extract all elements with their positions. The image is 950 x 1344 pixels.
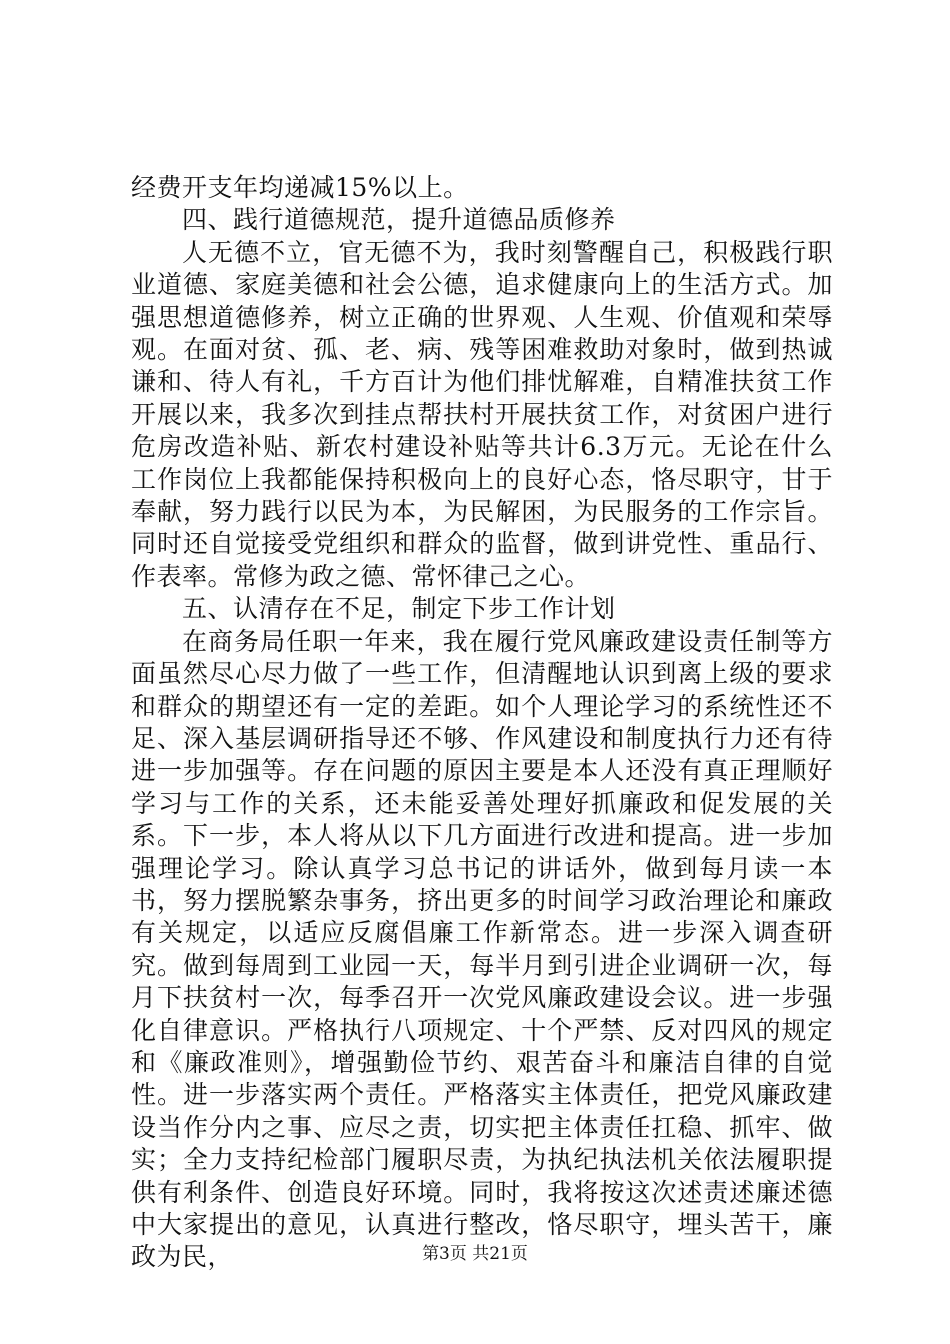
document-body <box>131 172 833 1274</box>
section-heading-five: 五、认清存在不足，制定下步工作计划 <box>182 594 616 624</box>
paragraph-shortcomings-plan: 在商务局任职一年来，我在履行党风廉政建设责任制等方面虽然尽心尽力做了一些工作，但清醒地认识到离上级的要求和群众的期望还有一定的差距。如个人理论学习的系统性还不足、深入基层调研指导还不够、作风建设和制度执行力还有待进一步加强等。存在问题的原因主要是本人还没有真正理顺好学习与工作的关系，还未能妥善处理好抓廉政和促发展的关系。下一步，本人将从以下几方面进行改进和提高。进一步加强理论学习。除认真学习总书记的讲话外，做到每月读一本书，努力摆脱繁杂事务，挤出更多的时间学习政治理论和廉政有关规定，以适应反腐倡廉工作新常态。进一步深入调查研究。做到每周到工业园一天，每半月到引进企业调研一次，每月下扶贫村一次，每季召开一次党风廉政建设会议。进一步强化自律意识。严格执行八项规定、十个严禁、反对四风的规定和《廉政准则》，增强勤俭节约、艰苦奋斗和廉洁自律的自觉性。进一步落实两个责任。严格落实主体责任，把党风廉政建设当作分内之事、应尽之责，切实把主体责任扛稳、抓牢、做实；全力支持纪检部门履职尽责，为执纪执法机关依法履职提供有利条件、创造良好环境。同时，我将按这次述责述廉述德中大家提出的意见，认真进行整改，恪尽职守，埋头苦干，廉政为民， <box>131 626 833 1272</box>
paragraph-continuation: 经费开支年均递减15%以上。 <box>131 173 469 202</box>
page-footer <box>0 1244 950 1264</box>
section-heading-four: 四、践行道德规范，提升道德品质修养 <box>182 205 616 235</box>
paragraph-morality: 人无德不立，官无德不为，我时刻警醒自己，积极践行职业道德、家庭美德和社会公德，追求健康向上的生活方式。加强思想道德修养，树立正确的世界观、人生观、价值观和荣辱观。在面对贫、孤、老、病、残等困难救助对象时，做到热诚谦和、待人有礼，千方百计为他们排忧解难，自精准扶贫工作开展以来，我多次到挂点帮扶村开展扶贫工作，对贫困户进行危房改造补贴、新农村建设补贴等共计6.3万元。无论在什么工作岗位上我都能保持积极向上的良好心态，恪尽职守，甘于奉献，努力践行以民为本，为民解困，为民服务的工作宗旨。同时还自觉接受党组织和群众的监督，做到讲党性、重品行、作表率。常修为政之德、常怀律己之心。 <box>131 237 833 591</box>
page-number-label: 第3页 共21页 <box>422 1244 528 1264</box>
